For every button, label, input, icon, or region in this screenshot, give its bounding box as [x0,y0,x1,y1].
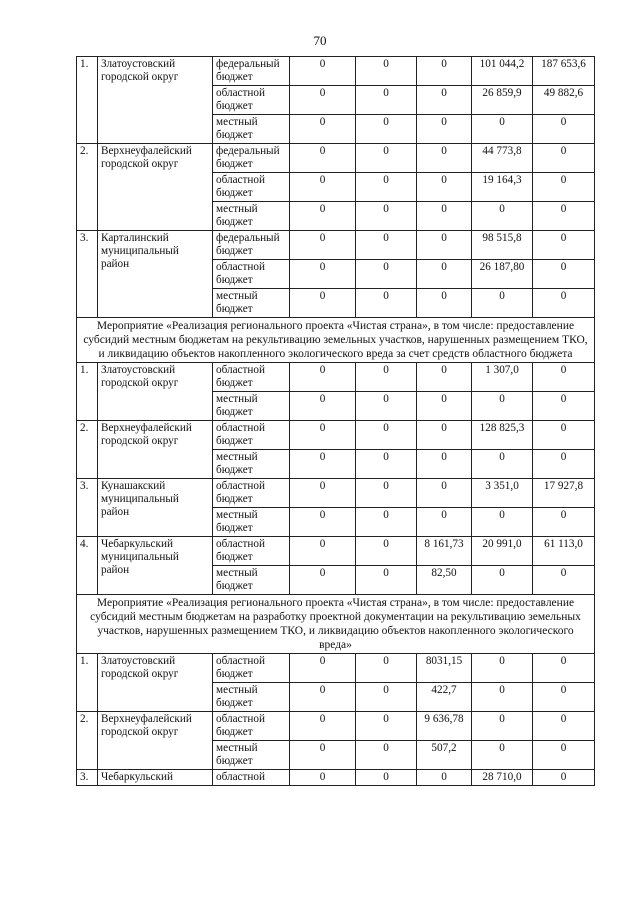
budget-table [76,56,595,786]
municipality-name: Златоустовский городской округ [98,654,213,712]
municipality-name: Златоустовский городской округ [98,363,213,421]
value-cell: 0 [290,508,356,537]
value-cell: 26 859,9 [472,86,533,115]
budget-type: областной бюджет [213,260,290,289]
value-cell: 0 [290,770,356,786]
budget-type: областной бюджет [213,86,290,115]
value-cell: 0 [290,363,356,392]
value-cell: 0 [533,770,595,786]
value-cell: 3 351,0 [472,479,533,508]
value-cell: 0 [417,392,472,421]
value-cell: 19 164,3 [472,173,533,202]
value-cell: 26 187,80 [472,260,533,289]
row-index: 3. [77,770,98,786]
budget-type: местный бюджет [213,450,290,479]
value-cell: 0 [356,770,417,786]
budget-type: местный бюджет [213,115,290,144]
value-cell: 0 [533,260,595,289]
budget-type: областной бюджет [213,421,290,450]
value-cell: 0 [417,260,472,289]
value-cell: 0 [290,537,356,566]
municipality-name: Карталинский муниципальный район [98,231,213,318]
table-row [77,144,595,173]
value-cell: 0 [356,450,417,479]
value-cell: 44 773,8 [472,144,533,173]
row-index: 1. [77,57,98,144]
municipality-name: Кунашакский муниципальный район [98,479,213,537]
value-cell: 128 825,3 [472,421,533,450]
value-cell: 0 [417,57,472,86]
value-cell: 0 [290,144,356,173]
table-row [77,57,595,86]
value-cell: 0 [472,566,533,595]
value-cell: 0 [472,712,533,741]
value-cell: 0 [533,392,595,421]
municipality-name: Верхнеуфалейский городской округ [98,144,213,231]
table-row [77,712,595,741]
value-cell: 0 [290,289,356,318]
municipality-name: Чебаркульский муниципальный район [98,537,213,595]
budget-type: местный бюджет [213,566,290,595]
table-row [77,479,595,508]
value-cell: 0 [472,654,533,683]
budget-type: областной бюджет [213,654,290,683]
value-cell: 0 [356,260,417,289]
table-row [77,654,595,683]
value-cell: 0 [417,202,472,231]
value-cell: 0 [290,421,356,450]
value-cell: 0 [533,115,595,144]
value-cell: 0 [417,144,472,173]
value-cell: 0 [417,770,472,786]
value-cell: 0 [533,566,595,595]
value-cell: 0 [417,363,472,392]
row-index: 2. [77,144,98,231]
value-cell: 0 [356,57,417,86]
value-cell: 0 [356,654,417,683]
value-cell: 0 [290,260,356,289]
municipality-name: Златоустовский городской округ [98,57,213,144]
value-cell: 8 161,73 [417,537,472,566]
value-cell: 0 [417,86,472,115]
page-number: 70 [313,33,327,48]
value-cell: 0 [290,173,356,202]
value-cell: 0 [356,712,417,741]
value-cell: 0 [356,289,417,318]
section-caption: Мероприятие «Реализация регионального проекта «Чистая страна», в том числе: предоставление субсидий местным бюджетам на разработку проектной документации на рекультивацию земельных участков, нарушенных размещением ТКО, и ликвидацию объектов накопленного экологического вреда» [77,595,595,654]
value-cell: 0 [417,450,472,479]
value-cell: 422,7 [417,683,472,712]
value-cell: 0 [533,450,595,479]
value-cell: 0 [533,683,595,712]
value-cell: 0 [290,741,356,770]
value-cell: 61 113,0 [533,537,595,566]
value-cell: 0 [533,712,595,741]
budget-type: местный бюджет [213,289,290,318]
table-row [77,421,595,450]
row-index: 2. [77,712,98,770]
table-row [77,231,595,260]
value-cell: 0 [356,115,417,144]
value-cell: 0 [290,115,356,144]
section-caption: Мероприятие «Реализация регионального проекта «Чистая страна», в том числе: предоставление субсидий местным бюджетам на рекультивацию земельных участков, нарушенных размещением ТКО, и ликвидацию объектов накопленного экологического вреда за счет средств областного бюджета [77,318,595,363]
value-cell: 0 [472,683,533,712]
budget-type: областной бюджет [213,712,290,741]
value-cell: 0 [290,231,356,260]
value-cell: 8031,15 [417,654,472,683]
value-cell: 82,50 [417,566,472,595]
value-cell: 0 [472,450,533,479]
value-cell: 0 [356,508,417,537]
value-cell: 0 [417,421,472,450]
value-cell: 49 882,6 [533,86,595,115]
value-cell: 0 [356,144,417,173]
value-cell: 0 [290,479,356,508]
value-cell: 0 [472,115,533,144]
value-cell: 0 [417,508,472,537]
value-cell: 0 [356,537,417,566]
value-cell: 0 [356,86,417,115]
value-cell: 0 [533,173,595,202]
value-cell: 0 [533,202,595,231]
budget-type: областной бюджет [213,479,290,508]
value-cell: 0 [290,86,356,115]
value-cell: 0 [533,231,595,260]
value-cell: 0 [356,566,417,595]
value-cell: 0 [472,202,533,231]
value-cell: 0 [290,202,356,231]
value-cell: 0 [472,392,533,421]
value-cell: 0 [356,421,417,450]
budget-type: федеральный бюджет [213,231,290,260]
value-cell: 0 [290,712,356,741]
municipality-name: Чебаркульский [98,770,213,786]
row-index: 1. [77,654,98,712]
table-row [77,363,595,392]
value-cell: 0 [290,57,356,86]
value-cell: 0 [417,479,472,508]
value-cell: 0 [533,144,595,173]
budget-type: областной [213,770,290,786]
value-cell: 0 [356,683,417,712]
value-cell: 1 307,0 [472,363,533,392]
value-cell: 17 927,8 [533,479,595,508]
municipality-name: Верхнеуфалейский городской округ [98,712,213,770]
value-cell: 20 991,0 [472,537,533,566]
row-index: 3. [77,231,98,318]
value-cell: 187 653,6 [533,57,595,86]
value-cell: 0 [472,289,533,318]
value-cell: 0 [472,508,533,537]
budget-type: местный бюджет [213,683,290,712]
value-cell: 0 [533,741,595,770]
value-cell: 98 515,8 [472,231,533,260]
budget-type: федеральный бюджет [213,57,290,86]
value-cell: 0 [290,450,356,479]
value-cell: 0 [356,363,417,392]
municipality-name: Верхнеуфалейский городской округ [98,421,213,479]
value-cell: 0 [290,683,356,712]
value-cell: 507,2 [417,741,472,770]
row-index: 2. [77,421,98,479]
value-cell: 0 [290,654,356,683]
budget-type: местный бюджет [213,508,290,537]
value-cell: 0 [417,231,472,260]
value-cell: 0 [356,231,417,260]
value-cell: 0 [533,508,595,537]
value-cell: 0 [356,173,417,202]
value-cell: 0 [417,173,472,202]
value-cell: 9 636,78 [417,712,472,741]
value-cell: 0 [533,289,595,318]
budget-type: местный бюджет [213,741,290,770]
table-row [77,537,595,566]
value-cell: 0 [533,654,595,683]
budget-type: местный бюджет [213,392,290,421]
value-cell: 0 [417,289,472,318]
value-cell: 101 044,2 [472,57,533,86]
section-caption-row [77,318,595,363]
budget-type: областной бюджет [213,537,290,566]
value-cell: 0 [472,741,533,770]
budget-type: местный бюджет [213,202,290,231]
budget-type: федеральный бюджет [213,144,290,173]
section-caption-row [77,595,595,654]
budget-type: областной бюджет [213,363,290,392]
value-cell: 0 [290,392,356,421]
budget-table-body [77,57,595,786]
value-cell: 0 [533,363,595,392]
value-cell: 0 [290,566,356,595]
budget-type: областной бюджет [213,173,290,202]
row-index: 1. [77,363,98,421]
value-cell: 0 [356,202,417,231]
value-cell: 0 [356,479,417,508]
value-cell: 0 [356,392,417,421]
value-cell: 0 [417,115,472,144]
row-index: 3. [77,479,98,537]
value-cell: 0 [533,421,595,450]
table-row [77,770,595,786]
row-index: 4. [77,537,98,595]
value-cell: 28 710,0 [472,770,533,786]
value-cell: 0 [356,741,417,770]
